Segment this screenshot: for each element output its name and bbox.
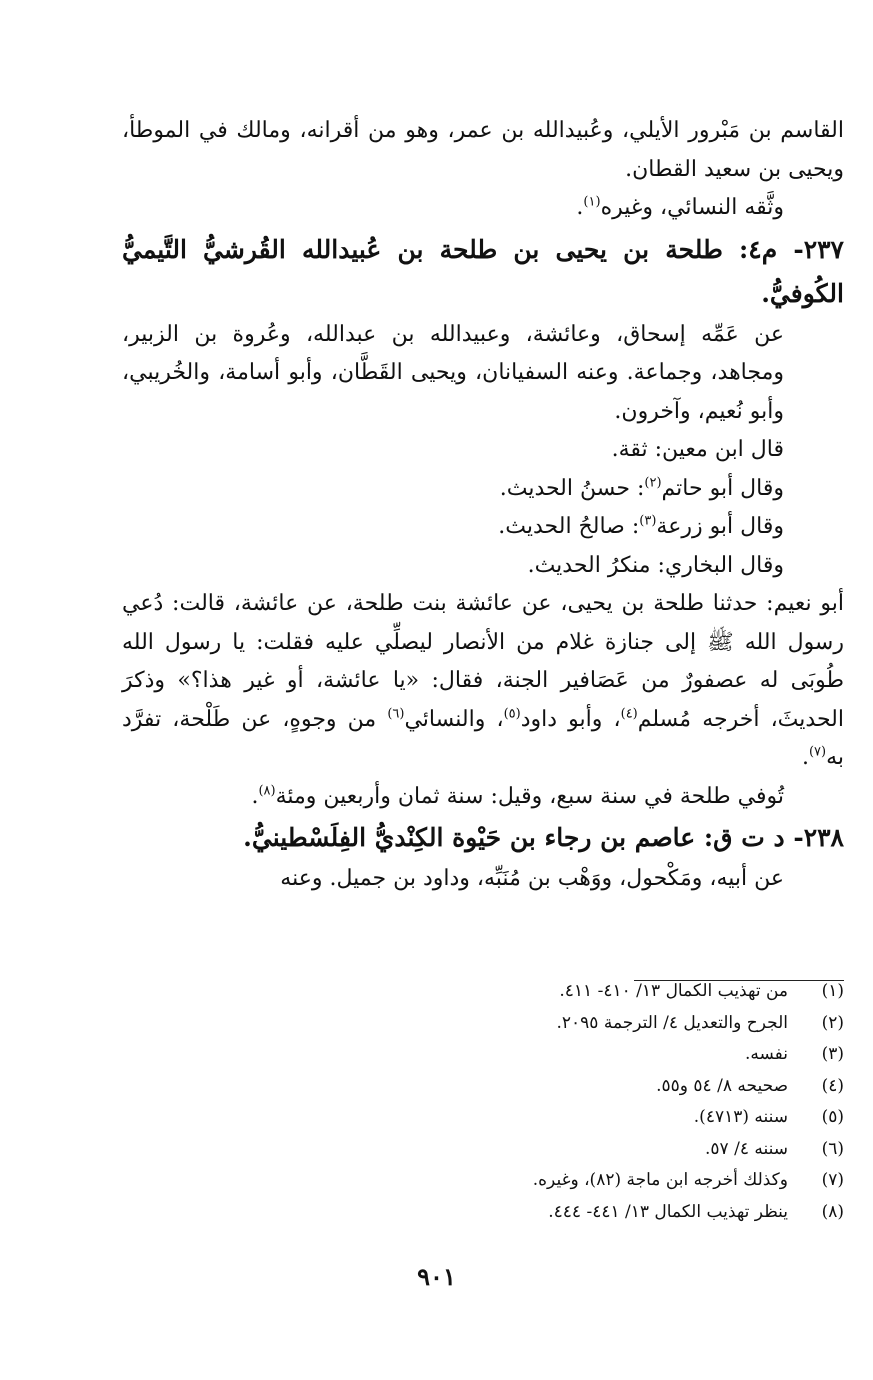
footnote-number: (٦) <box>821 1138 844 1159</box>
footnote-text: من تهذيب الكمال ١٣/ ٤١٠- ٤١١. <box>559 981 788 1001</box>
footnote-number: (٤) <box>821 1075 844 1096</box>
paragraph-continued: القاسم بن مَبْرور الأيلي، وعُبيدالله بن عمر، وهو من أقرانه، ومالك في الموطأ، ويحيى بن سعيد القطان. <box>122 118 844 182</box>
paragraph-death: تُوفي طلحة في سنة سبع، وقيل: سنة ثمان وأربعين ومئة$^{(٨)}$. <box>251 783 784 809</box>
entry-heading-238: ٢٣٨- د ت ق: عاصم بن رجاء بن حَيْوة الكِنْديُّ الفِلَسْطينيُّ. <box>243 823 844 852</box>
footnote-item <box>300 1071 844 1103</box>
footnote-text: الجرح والتعديل ٤/ الترجمة ٢٠٩٥. <box>556 1012 788 1033</box>
paragraph-hadith: أبو نعيم: حدثنا طلحة بن يحيى، عن عائشة بنت طلحة، عن عائشة، قالت: دُعي رسول الله ﷺ إلى جنازة غلام من الأنصار ليصلِّي عليه فقلت: يا رسول الله طُوبَى له عصفورٌ من عَصَافير الجنة، فقال: «يا عائشة، أو غير هذا؟» وذكرَ الحديثَ، أخرجه مُسلم$^{(٤)}$، وأبو داود$^{(٥)}$، والنسائي$^{(٦)}$ من وجوهٍ، عن طَلْحة، تفرَّد به$^{(٧)}$. <box>122 591 844 770</box>
footnote-text: نفسه. <box>744 1044 788 1064</box>
footnote-ref[interactable]: (٣) <box>639 513 657 529</box>
footnote-number: (٥) <box>821 1107 844 1127</box>
footnote-item <box>300 1039 844 1071</box>
paragraph-abu-zura: وقال أبو زرعة$^{(٣)}$: صالحُ الحديث. <box>498 513 784 539</box>
footnote-number: (٢) <box>821 1012 844 1033</box>
footnote-item <box>300 1008 844 1040</box>
paragraph-ibn-maeen: قال ابن معين: ثقة. <box>611 437 784 462</box>
footnote-text: وكذلك أخرجه ابن ماجة (٨٢)، وغيره. <box>532 1170 788 1190</box>
paragraph-narrators: عن عَمِّه إسحاق، وعائشة، وعبيدالله بن عبدالله، وعُروة بن الزبير، ومجاهد، وجماعة. وعنه السفيانان، ويحيى القَطَّان، وأبو أسامة، والخُريبي، وأبو نُعيم، وآخرون. <box>122 321 784 424</box>
footnote-number: (٧) <box>821 1170 844 1190</box>
footnote-text: سننه ٤/ ٥٧. <box>705 1138 788 1159</box>
page-number: ٩٠١ <box>417 1262 456 1291</box>
paragraph-asim: عن أبيه، ومَكْحول، ووَهْب بن مُنَبِّه، وداود بن جميل. وعنه <box>280 866 784 891</box>
footnote-item <box>300 976 844 1008</box>
footnote-number: (٨) <box>821 1201 844 1222</box>
footnote-item <box>300 1134 844 1166</box>
footnote-item <box>300 1102 844 1134</box>
footnotes-list <box>300 976 844 1228</box>
footnote-item <box>300 1165 844 1197</box>
footnote-text: صحيحه ٨/ ٥٤ و٥٥. <box>656 1075 788 1096</box>
footnote-number: (٣) <box>821 1044 844 1064</box>
footnote-ref[interactable]: (٨) <box>258 783 276 799</box>
main-text <box>122 112 844 899</box>
footnote-item <box>300 1197 844 1229</box>
paragraph-tawthiq: وثَّقه النسائي، وغيره$^{(١)}$. <box>576 194 784 220</box>
footnote-text: سننه (٤٧١٣). <box>693 1107 788 1127</box>
footnote-ref[interactable]: (٦) <box>387 706 405 722</box>
footnote-text: ينظر تهذيب الكمال ١٣/ ٤٤١- ٤٤٤. <box>548 1201 788 1222</box>
paragraph-abu-hatim: وقال أبو حاتم$^{(٢)}$: حسنُ الحديث. <box>499 475 784 501</box>
footnote-ref[interactable]: (١) <box>583 194 601 210</box>
footnote-ref[interactable]: (٧) <box>808 744 827 760</box>
entry-heading-237: ٢٣٧- م٤: طلحة بن يحيى بن طلحة بن عُبيدالله القُرشيُّ التَّيميُّ الكُوفيُّ. <box>122 234 844 308</box>
footnote-ref[interactable]: (٥) <box>503 706 521 722</box>
paragraph-bukhari: وقال البخاري: منكرُ الحديث. <box>527 552 784 578</box>
footnote-number: (١) <box>821 981 844 1001</box>
footnote-ref[interactable]: (٤) <box>620 706 638 722</box>
footnote-ref[interactable]: (٢) <box>644 475 662 491</box>
